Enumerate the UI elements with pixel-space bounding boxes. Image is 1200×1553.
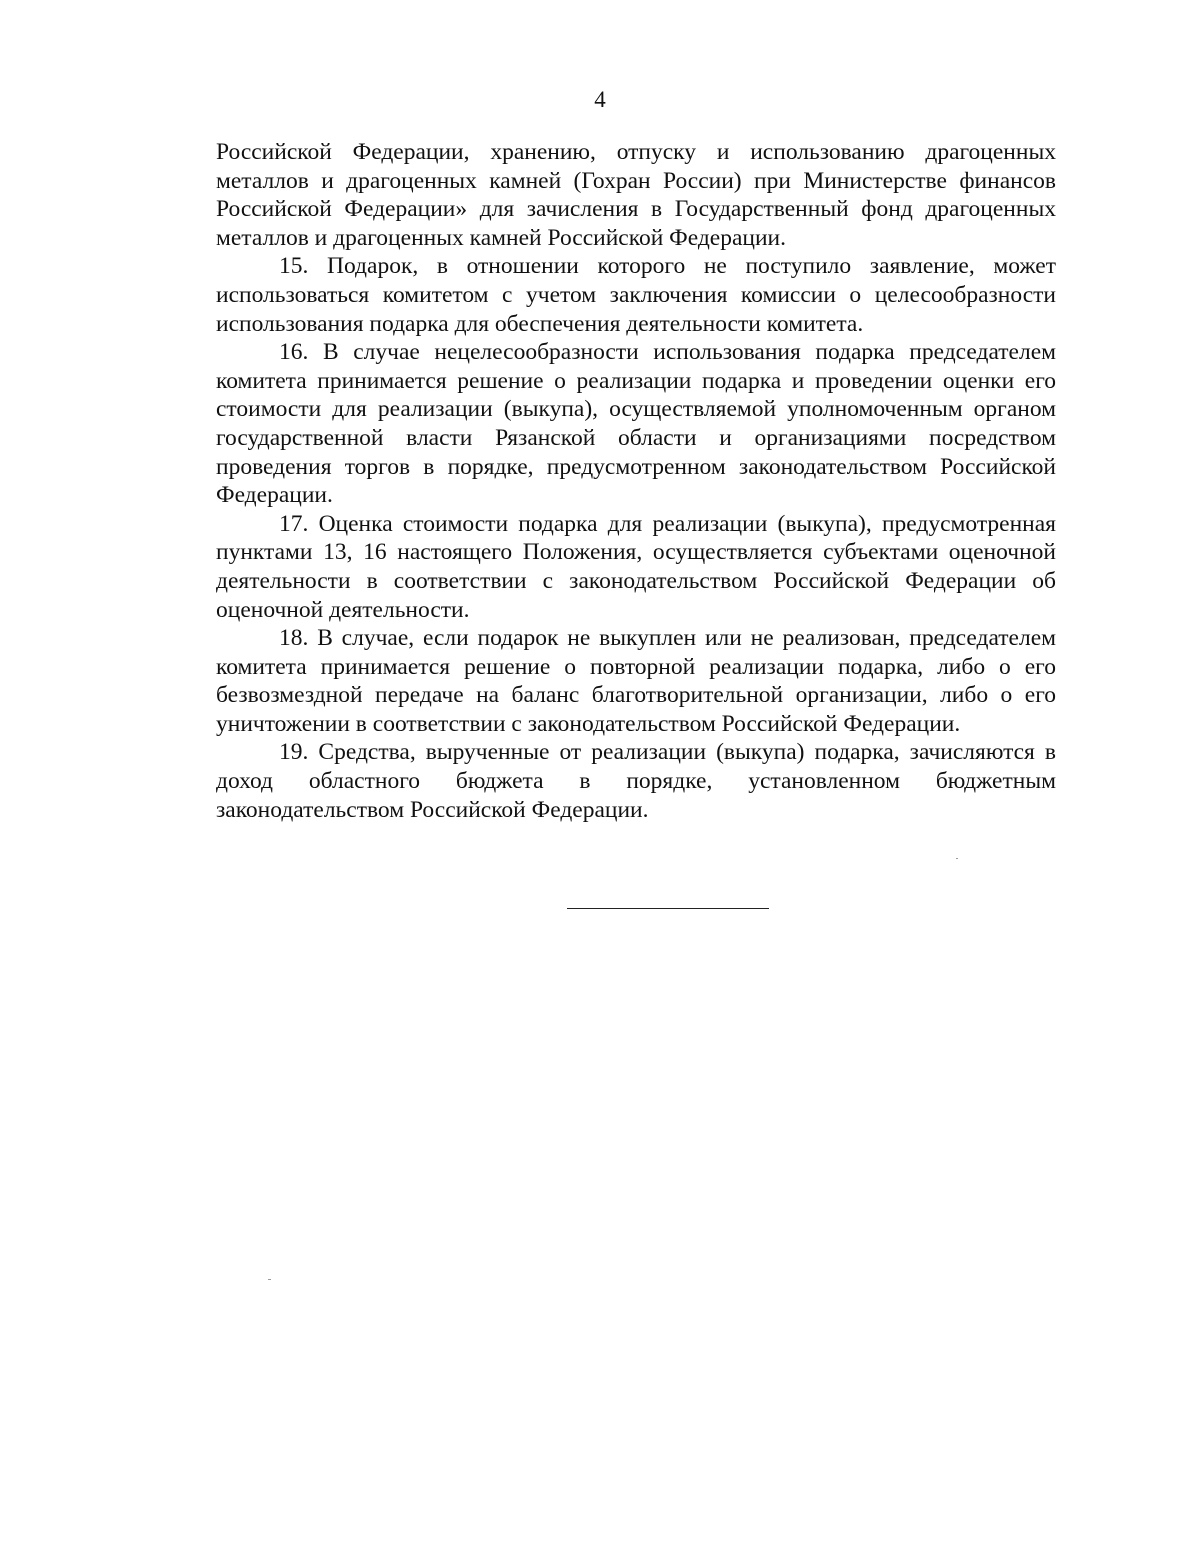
- paragraph-continuation: Российской Федерации, хранению, отпуску и использованию драгоценных металлов и драгоценных камней (Гохран России) при Министерстве финансов Российской Федерации» для зачисления в Государственный фонд драгоценных металлов и драгоценных камней Российской Федерации.: [216, 139, 1056, 251]
- paragraph-item-16: 16. В случае нецелесообразности использования подарка председателем комитета принимается решение о реализации подарка и проведении оценки его стоимости для реализации (выкупа), осуществляемой уполномоченным органом государственной власти Рязанской области и организациями посредством проведения торгов в порядке, предусмотренном законодательством Российской Федерации.: [216, 339, 1056, 509]
- document-body: [216, 138, 1056, 824]
- scan-speck: [956, 858, 958, 859]
- page-number: 4: [594, 87, 606, 112]
- paragraph-item-18: 18. В случае, если подарок не выкуплен или не реализован, председателем комитета принимается решение о повторной реализации подарка, либо о его безвозмездной передаче на баланс благотворительной организации, либо о его уничтожении в соответствии с законодательством Российской Федерации.: [216, 625, 1056, 737]
- scan-speck: [268, 1279, 271, 1280]
- paragraph-item-17: 17. Оценка стоимости подарка для реализации (выкупа), предусмотренная пунктами 13, 16 настоящего Положения, осуществляется субъектами оценочной деятельности в соответствии с законодательством Российской Федерации об оценочной деятельности.: [216, 510, 1056, 623]
- end-of-document-rule: [567, 908, 769, 909]
- paragraph-item-19: 19. Средства, вырученные от реализации (выкупа) подарка, зачисляются в доход областного бюджета в порядке, установленном бюджетным законодательством Российской Федерации.: [216, 739, 1056, 823]
- paragraph-item-15: 15. Подарок, в отношении которого не поступило заявление, может использоваться комитетом с учетом заключения комиссии о целесообразности использования подарка для обеспечения деятельности комитета.: [216, 253, 1056, 337]
